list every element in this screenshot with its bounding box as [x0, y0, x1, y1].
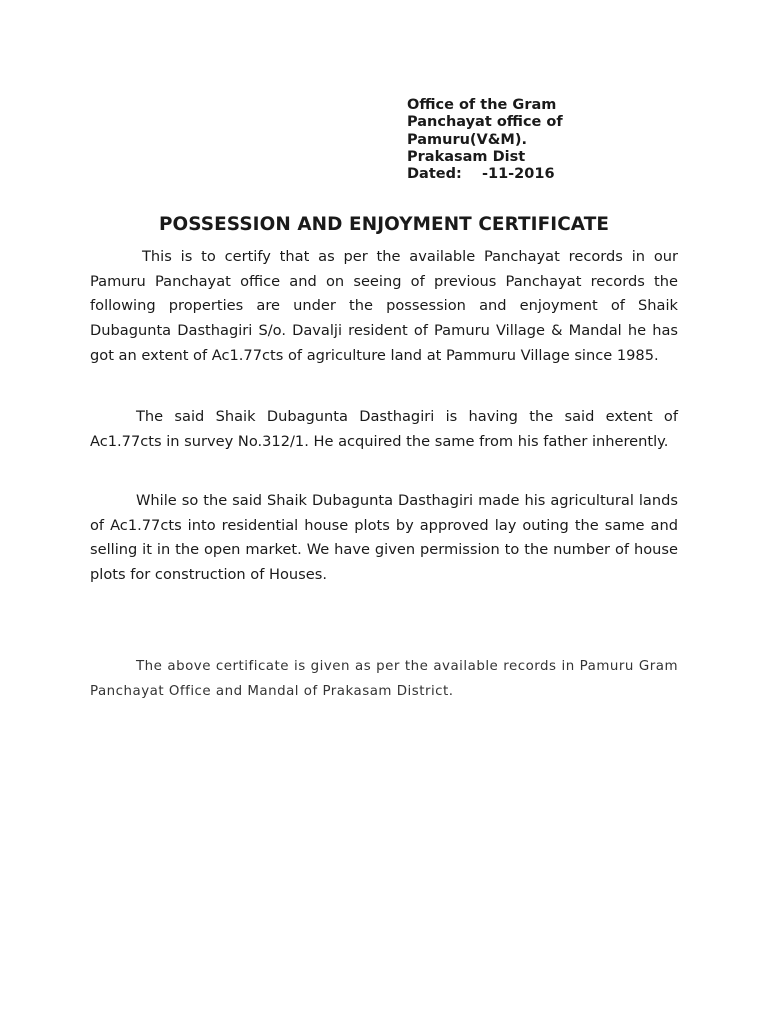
certificate-title: POSSESSION AND ENJOYMENT CERTIFICATE: [158, 214, 610, 235]
paragraph-survey: The said Shaik Dubagunta Dasthagiri is having the said extent of Ac1.77cts in survey No.312/1. He acquired the same from his father inherently.: [90, 408, 678, 450]
office-address-block: [407, 97, 737, 183]
paragraph-certification: This is to certify that as per the available Panchayat records in our Pamuru Panchayat office and on seeing of previous Panchayat records the following properties are under the possession and enjoyment of Shaik Dubagunta Dasthagiri S/o. Davalji resident of Pamuru Village & Mandal he has got an extent of Ac1.77cts of agriculture land at Pammuru Village since 1985.: [90, 248, 678, 364]
office-line: Prakasam Dist: [407, 148, 526, 165]
office-line: Office of the Gram: [407, 97, 557, 113]
paragraph-house-plots: While so the said Shaik Dubagunta Dasthagiri made his agricultural lands of Ac1.77cts into residential house plots by approved lay outing the same and selling it in the open market. We have given permission to the number of house plots for construction of Houses.: [90, 492, 678, 584]
office-line: Panchayat office of: [407, 114, 563, 131]
office-line: Pamuru(V&M).: [407, 131, 527, 148]
paragraph-closing: The above certificate is given as per the available records in Pamuru Gram Panchayat Office and Mandal of Prakasam District.: [90, 659, 678, 699]
dated-line: Dated: -11-2016: [407, 166, 555, 183]
